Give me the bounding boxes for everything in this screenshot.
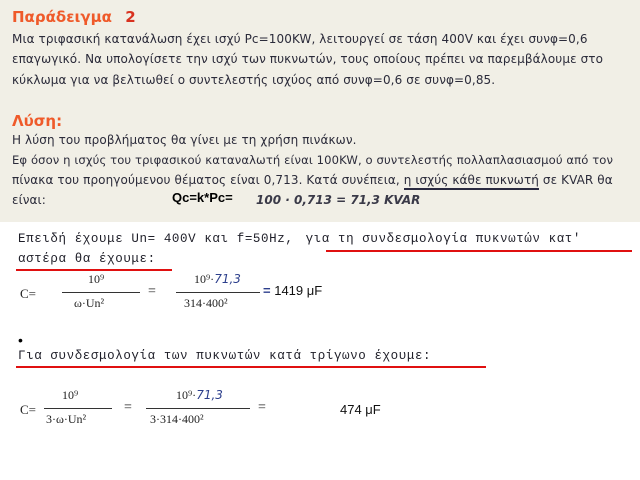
solution-line-4: είναι:	[12, 193, 46, 207]
problem-line-2: επαγωγικό. Να υπολογίσετε την ισχύ των πυκνωτών, τους οποίους πρέπει να παρεμβάλουμε στο	[12, 52, 604, 66]
star-heading-c: αστέρα θα έχουμε:	[18, 252, 156, 266]
star-handwritten-value: 71,3	[214, 272, 241, 286]
delta-result: 474 μF	[340, 402, 381, 417]
star-frac2-num	[194, 272, 241, 287]
problem-line-3: κύκλωμα για να βελτιωθεί ο συντελεστής ισχύος από συνφ=0,6 σε συνφ=0,85.	[12, 73, 496, 87]
example-title-text: Παράδειγμα	[12, 8, 112, 26]
solution-line-3	[12, 173, 613, 187]
example-number: 2	[125, 8, 136, 26]
solution-title: Λύση:	[12, 112, 63, 130]
delta-bullet: •	[18, 332, 23, 348]
star-frac1-bar	[62, 292, 140, 293]
star-result	[263, 283, 322, 298]
delta-frac2-num	[176, 388, 223, 403]
delta-frac1-num: 10⁹	[62, 388, 79, 402]
star-heading-a: Επειδή έχουμε Un= 400V και f=50Hz,	[18, 232, 294, 246]
delta-frac2-num-text: 10⁹·	[176, 388, 197, 402]
star-frac1-num: 10⁹	[88, 272, 105, 286]
star-c-label: C=	[20, 286, 37, 301]
solution-line-3-text: πίνακα του προηγούμενου θέματος είναι 0,713. Κατά συνέπεια,	[12, 173, 400, 187]
star-heading-line-1	[18, 232, 581, 246]
star-frac1-den: ω·Un²	[74, 296, 105, 310]
delta-c-label: C=	[20, 402, 37, 417]
capacitor-power-phrase: η ισχύς κάθε πυκνωτή	[404, 173, 539, 190]
star-eq: =	[148, 284, 156, 299]
solution-line-2: Εφ όσον η ισχύς του τριφασικού καταναλωτή είναι 100KW, ο συντελεστής πολλαπλασιασμού από τον	[12, 153, 614, 167]
qc-formula: Qc=k*Pc=	[172, 190, 233, 205]
solution-line-3-end: σε KVAR θα	[542, 173, 613, 187]
delta-frac2-bar	[146, 408, 250, 409]
star-result-value: 1419 μF	[274, 283, 323, 298]
star-underline-2	[16, 269, 172, 271]
star-frac2-num-text: 10⁹·	[194, 272, 215, 286]
delta-handwritten-value: 71,3	[196, 388, 223, 402]
qc-result: 100 · 0,713 = 71,3 KVAR	[256, 193, 421, 207]
example-title	[12, 8, 136, 26]
star-result-eq: =	[263, 283, 271, 298]
delta-heading: Για συνδεσμολογία των πυκνωτών κατά τρίγωνο έχουμε:	[18, 349, 432, 363]
delta-underline	[16, 366, 486, 368]
delta-frac1-bar	[44, 408, 112, 409]
delta-frac2-den: 3·314·400²	[150, 412, 204, 426]
delta-frac1-den: 3·ω·Un²	[46, 412, 87, 426]
problem-line-1: Μια τριφασική κατανάλωση έχει ισχύ Pc=100KW, λειτουργεί σε τάση 400V και έχει συνφ=0,6	[12, 32, 588, 46]
star-underline-1	[326, 250, 632, 252]
star-frac2-bar	[176, 292, 260, 293]
star-heading-b: για τη συνδεσμολογία πυκνωτών κατ'	[305, 232, 582, 246]
solution-line-1: Η λύση του προβλήματος θα γίνει με τη χρήση πινάκων.	[12, 133, 357, 147]
delta-eq-2: =	[258, 400, 266, 415]
delta-eq: =	[124, 400, 132, 415]
star-frac2-den: 314·400²	[184, 296, 228, 310]
